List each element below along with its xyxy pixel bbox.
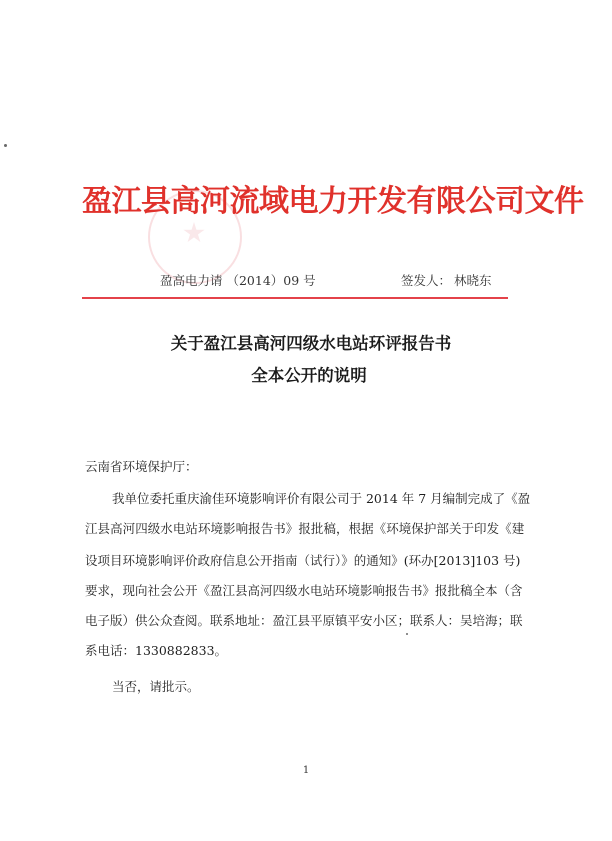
red-divider-rule	[82, 297, 508, 299]
issuer-label: 签发人：	[401, 273, 452, 288]
closing-line: 当否，请批示。	[112, 679, 200, 694]
issuer-block	[401, 271, 492, 289]
letterhead-title: 盈江县高河流域电力开发有限公司文件	[82, 184, 584, 219]
page-number: 1	[302, 765, 310, 776]
document-title-line-1: 关于盈江县高河四级水电站环评报告书	[170, 334, 452, 353]
scan-speck	[406, 633, 408, 635]
salutation: 云南省环境保护厅：	[85, 459, 198, 474]
issuer-name: 林晓东	[454, 273, 492, 288]
scan-speck	[4, 144, 7, 147]
body-line: 电子版）供公众查阅。联系地址：盈江县平原镇平安小区；联系人：吴培海；联	[85, 613, 523, 628]
document-number: 盈高电力请 （2014）09 号	[160, 273, 316, 288]
body-line: 江县高河四级水电站环境影响报告书》报批稿，根据《环境保护部关于印发《建	[85, 521, 525, 536]
body-line: 我单位委托重庆渝佳环境影响评价有限公司于 2014 年 7 月编制完成了《盈	[112, 491, 531, 506]
body-line: 系电话：1330882833。	[85, 643, 228, 658]
body-line: 设项目环境影响评价政府信息公开指南（试行）》的通知》(环办[2013]103 号)	[85, 553, 521, 568]
document-title-line-2: 全本公开的说明	[251, 366, 367, 385]
body-line: 要求，现向社会公开《盈江县高河四级水电站环境影响报告书》报批稿全本（含	[85, 583, 523, 598]
